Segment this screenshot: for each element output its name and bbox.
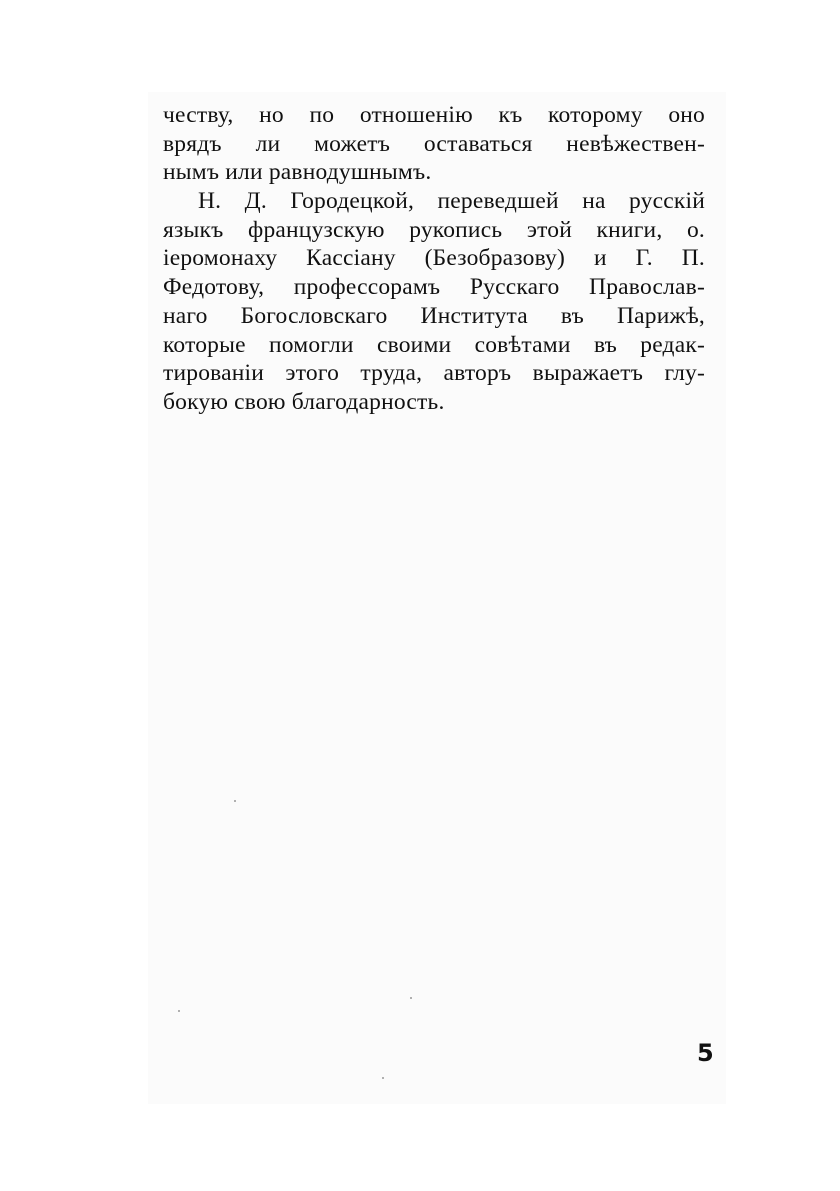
paragraph-first-line: Н. Д. Городецкой, переведшей на русскій <box>198 188 705 215</box>
scan-speck <box>178 1010 180 1012</box>
text-line: врядъ ли можетъ оставаться невѣжествен- <box>163 130 705 157</box>
body-text <box>163 101 705 417</box>
text-line: которые помогли своими совѣтами въ редак- <box>163 331 705 358</box>
text-line: бокую свою благодарность. <box>163 388 445 415</box>
text-line: языкъ французскую рукопись этой книги, о. <box>163 216 705 243</box>
scan-speck <box>234 800 236 802</box>
text-line: іеромонаху Кассіану (Безобразову) и Г. П. <box>163 245 705 272</box>
page-number: 5 <box>697 1039 714 1067</box>
text-line: Федотову, профессорамъ Русскаго Православ- <box>163 274 705 301</box>
scan-speck <box>382 1077 384 1079</box>
text-line: честву, но по отношенію къ которому оно <box>163 102 705 128</box>
text-line: нымъ или равнодушнымъ. <box>163 159 432 186</box>
text-line: тированіи этого труда, авторъ выражаетъ глу- <box>163 360 705 387</box>
text-line: наго Богословскаго Института въ Парижѣ, <box>163 302 705 329</box>
scan-speck <box>410 997 412 999</box>
